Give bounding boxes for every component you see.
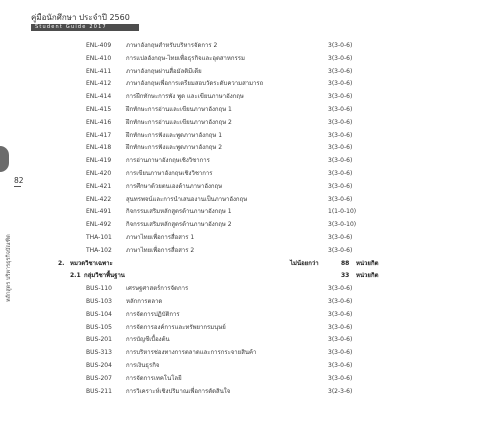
course-credit: 3(3-0-6)	[328, 336, 353, 344]
course-name: การฝึกทักษะการพัง พูด และเขียนภาษาอังกฤษ	[126, 93, 244, 101]
course-code: BUS-110	[86, 285, 112, 293]
course-credit: 3(3-0-6)	[328, 144, 353, 152]
course-code: ENL-421	[86, 182, 112, 190]
course-row	[0, 91, 480, 104]
course-code: ENL-412	[86, 80, 112, 88]
course-code: ENL-411	[86, 67, 112, 75]
course-name: การบัญชีเบื้องต้น	[126, 336, 170, 344]
course-name: ฝึกทักษะการอ่านและเขียนภาษาอังกฤษ 1	[126, 105, 232, 113]
course-code: ENL-416	[86, 118, 112, 126]
course-name: ฝึกทักษะการฟังและพูดภาษาอังกฤษ 2	[126, 144, 223, 152]
course-name: การศึกษาด้วยตนเองด้านภาษาอังกฤษ	[126, 182, 223, 190]
course-name: ภาษาอังกฤษสำหรับบริหารจัดการ 2	[126, 42, 218, 49]
course-name: ภาษาอังกฤษผ่านสื่อมัลติมีเดีย	[126, 67, 202, 75]
course-code: ENL-492	[86, 221, 112, 229]
course-row	[0, 206, 480, 219]
side-label: หลักสูตร บริหารธุรกิจบัณฑิต	[6, 234, 12, 302]
course-code: ENL-415	[86, 105, 112, 113]
course-code: ENL-409	[86, 42, 112, 49]
course-row	[0, 53, 480, 66]
course-code: BUS-105	[86, 323, 112, 331]
course-row	[0, 219, 480, 232]
course-row	[0, 347, 480, 360]
course-row	[0, 142, 480, 155]
course-row	[0, 40, 480, 53]
course-code: ENL-418	[86, 144, 112, 152]
course-code: BUS-313	[86, 349, 112, 357]
course-row	[0, 155, 480, 168]
course-credit: 3(3-0-6)	[328, 105, 353, 113]
course-row	[0, 296, 480, 309]
course-credit: 3(3-0-6)	[328, 182, 353, 190]
course-row	[0, 245, 480, 258]
course-credit: 3(3-0-6)	[328, 246, 353, 254]
course-credit: 3(3-0-6)	[328, 323, 353, 331]
course-row	[0, 104, 480, 117]
course-name: การบริหารช่องทางการตลาดและการกระจายสินค้า	[126, 349, 257, 357]
course-name: ภาษาไทยเพื่อการสื่อสาร 1	[126, 233, 195, 241]
course-code: ENL-417	[86, 131, 112, 139]
course-code: ENL-410	[86, 54, 112, 62]
course-name: การจัดการปฏิบัติการ	[126, 310, 180, 318]
subsection-number: 2.1	[70, 272, 81, 280]
course-name: ฝึกทักษะการฟังและพูดภาษาอังกฤษ 1	[126, 131, 223, 139]
subsection-name: กลุ่มวิชาพื้นฐาน	[84, 272, 125, 280]
subsection-heading	[0, 270, 480, 283]
course-row	[0, 283, 480, 296]
course-credit: 3(3-0-6)	[328, 67, 353, 75]
course-credit: 3(3-0-6)	[328, 297, 353, 305]
course-name: ภาษาไทยเพื่อการสื่อสาร 2	[126, 246, 195, 254]
course-code: THA-101	[86, 233, 112, 241]
course-credit: 3(3-0-6)	[328, 42, 353, 49]
course-name: เศรษฐศาสตร์การจัดการ	[126, 285, 189, 293]
document-title: คู่มือนักศึกษา ประจำปี 2560	[31, 13, 130, 22]
course-credit: 3(3-0-6)	[328, 349, 353, 357]
section-credit-count: 88	[341, 259, 350, 267]
course-credit: 3(3-0-6)	[328, 157, 353, 165]
course-row	[0, 117, 480, 130]
subsection-credit-unit: หน่วยกิต	[356, 272, 379, 280]
course-name: ภาษาอังกฤษเพื่อการเตรียมสอบวัดระดับความสามารถ	[126, 80, 264, 88]
section-heading	[0, 258, 480, 271]
course-row	[0, 130, 480, 143]
section-name: หมวดวิชาเฉพาะ	[70, 259, 113, 267]
course-code: BUS-207	[86, 374, 112, 382]
subsection-credit-count: 33	[341, 272, 350, 280]
course-name: การเงินธุรกิจ	[126, 361, 160, 369]
course-row	[0, 322, 480, 335]
course-code: ENL-414	[86, 93, 112, 101]
course-credit: 3(3-0-6)	[328, 374, 353, 382]
course-code: ENL-419	[86, 157, 112, 165]
course-credit: 3(2-3-6)	[328, 387, 353, 395]
course-name: การแปลอังกฤษ-ไทยเพื่อธุรกิจและอุตสาหกรรม	[126, 54, 245, 62]
course-name: กิจกรรมเสริมหลักสูตรด้านภาษาอังกฤษ 2	[126, 221, 232, 229]
course-name: สุนทรพจน์และการนำเสนองานเป็นภาษาอังกฤษ	[126, 195, 248, 203]
course-row	[0, 181, 480, 194]
course-row	[0, 66, 480, 79]
course-code: ENL-491	[86, 208, 112, 216]
course-name: หลักการตลาด	[126, 297, 163, 305]
course-code: BUS-204	[86, 361, 112, 369]
course-name: การอ่านภาษาอังกฤษเชิงวิชาการ	[126, 157, 210, 165]
course-row	[0, 373, 480, 386]
course-credit: 3(3-0-6)	[328, 80, 353, 88]
course-row	[0, 232, 480, 245]
course-credit: 3(3-0-6)	[328, 93, 353, 101]
course-code: BUS-104	[86, 310, 112, 318]
course-code: ENL-422	[86, 195, 112, 203]
course-list	[0, 40, 480, 398]
course-credit: 3(3-0-6)	[328, 169, 353, 177]
course-row	[0, 334, 480, 347]
course-code: BUS-201	[86, 336, 112, 344]
section-note: ไม่น้อยกว่า	[290, 259, 319, 267]
course-code: BUS-211	[86, 387, 112, 395]
section-credit-unit: หน่วยกิต	[356, 259, 379, 267]
course-row	[0, 360, 480, 373]
course-credit: 3(3-0-6)	[328, 361, 353, 369]
course-row	[0, 168, 480, 181]
course-name: กิจกรรมเสริมหลักสูตรด้านภาษาอังกฤษ 1	[126, 208, 232, 216]
course-code: ENL-420	[86, 169, 112, 177]
course-row	[0, 309, 480, 322]
course-credit: 3(3-0-10)	[328, 221, 357, 229]
course-name: การเขียนภาษาอังกฤษเชิงวิชาการ	[126, 169, 213, 177]
course-credit: 3(3-0-6)	[328, 54, 353, 62]
course-credit: 3(3-0-6)	[328, 285, 353, 293]
course-credit: 3(3-0-6)	[328, 131, 353, 139]
course-row	[0, 78, 480, 91]
page-number: 82	[14, 176, 24, 185]
course-row	[0, 386, 480, 399]
course-credit: 3(3-0-6)	[328, 118, 353, 126]
course-credit: 3(3-0-6)	[328, 195, 353, 203]
course-name: การจัดการองค์การและทรัพยากรมนุษย์	[126, 323, 226, 331]
course-row	[0, 194, 480, 207]
header-band: Student Guide 2017	[31, 24, 139, 31]
section-number: 2.	[58, 259, 65, 267]
course-credit: 3(3-0-6)	[328, 233, 353, 241]
course-code: BUS-103	[86, 297, 112, 305]
course-name: ฝึกทักษะการอ่านและเขียนภาษาอังกฤษ 2	[126, 118, 232, 126]
course-credit: 1(1-0-10)	[328, 208, 357, 216]
course-name: การจัดการเทคโนโลยี	[126, 374, 182, 382]
course-credit: 3(3-0-6)	[328, 310, 353, 318]
course-code: THA-102	[86, 246, 112, 254]
course-name: การวิเคราะห์เชิงปริมาณเพื่อการตัดสินใจ	[126, 387, 231, 395]
